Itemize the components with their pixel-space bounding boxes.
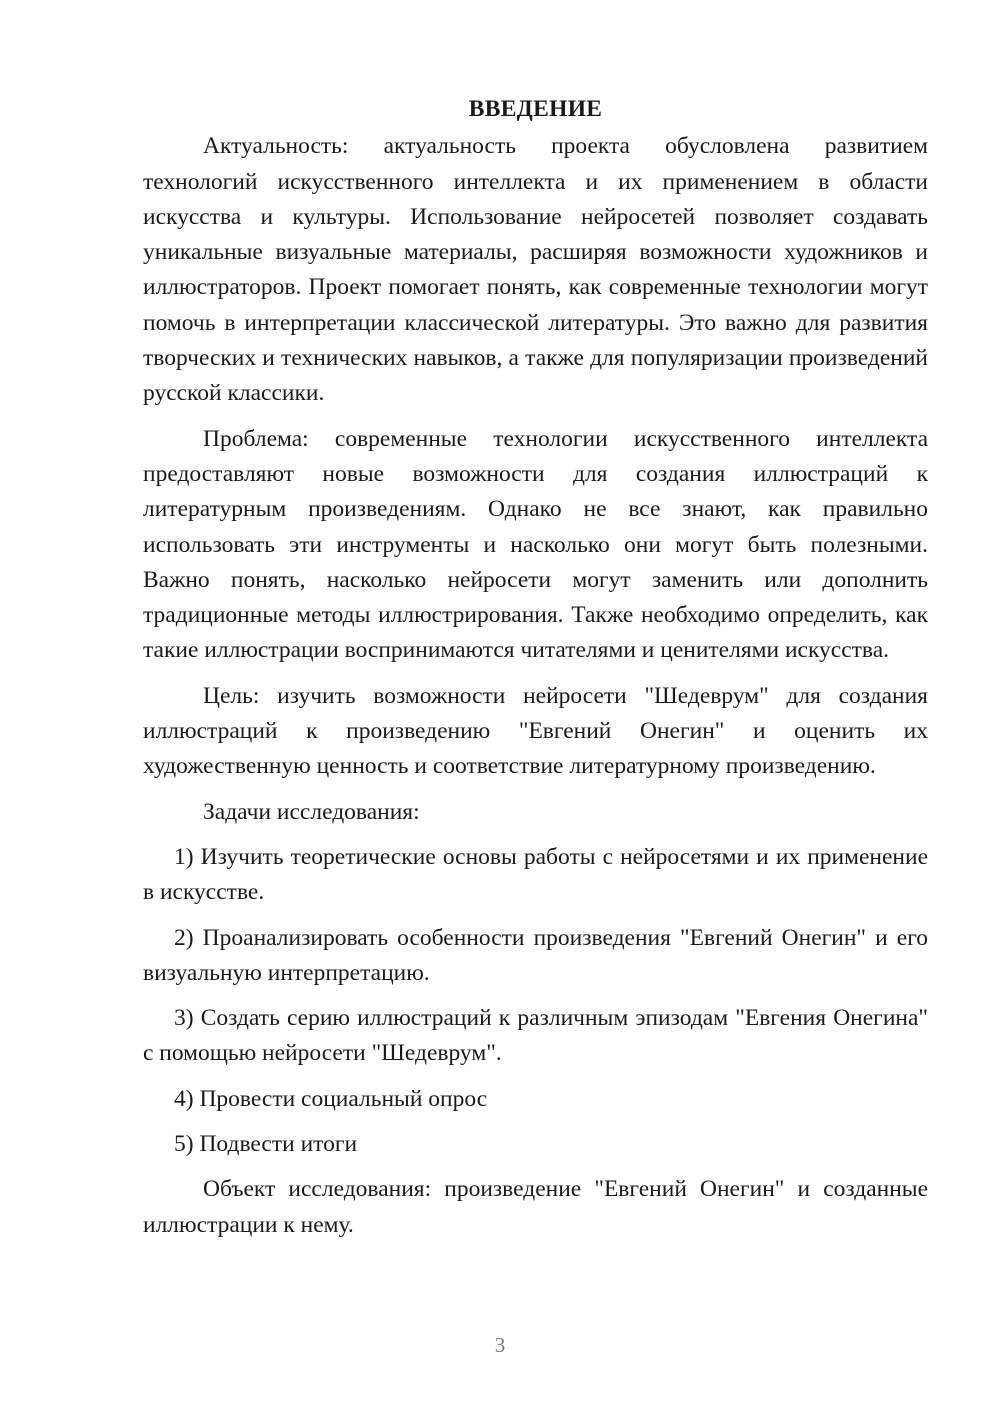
- task-item: 1) Изучить теоретические основы работы с нейросетями и их применение в искусстве.: [143, 843, 928, 906]
- tasks-heading: Задачи исследования:: [203, 798, 420, 825]
- task-item: 3) Создать серию иллюстраций к различным эпизодам "Евгения Онегина" с помощью нейросети "Шедеврум".: [143, 1005, 928, 1067]
- task-item: 2) Проанализировать особенности произведения "Евгений Онегин" и его визуальную интерпретацию.: [143, 924, 928, 986]
- page-content: [143, 92, 928, 1253]
- relevance-paragraph: Актуальность: актуальность проекта обусловлена развитием технологий искусственного интеллекта и их применением в области искусства и культуры. Использование нейросетей позволяет создавать уникальные визуальные материалы, расширяя возможности художников и иллюстраторов. Проект помогает понять, как современные технологии могут помочь в интерпретации классической литературы. Это важно для развития творческих и технических навыков, а также для популяризации произведений русской классики.: [143, 133, 928, 407]
- section-title: ВВЕДЕНИЕ: [468, 96, 603, 122]
- goal-paragraph: Цель: изучить возможности нейросети "Шедеврум" для создания иллюстраций к произведению "Евгений Онегин" и оценить их художественную ценность и соответствие литературному произведению.: [143, 682, 928, 780]
- problem-paragraph: Проблема: современные технологии искусственного интеллекта предоставляют новые возможности для создания иллюстраций к литературным произведениям. Однако не все знают, как правильно использовать эти инструменты и насколько они могут быть полезными. Важно понять, насколько нейросети могут заменить или дополнить традиционные методы иллюстрирования. Также необходимо определить, как такие иллюстрации воспринимаются читателями и ценителями искусства.: [143, 425, 928, 664]
- task-item: 5) Подвести итоги: [174, 1131, 358, 1158]
- object-paragraph: Объект исследования: произведение "Евгений Онегин" и созданные иллюстрации к нему.: [143, 1176, 928, 1238]
- task-item: 4) Провести социальный опрос: [174, 1085, 488, 1112]
- page-number: 3: [494, 1333, 506, 1357]
